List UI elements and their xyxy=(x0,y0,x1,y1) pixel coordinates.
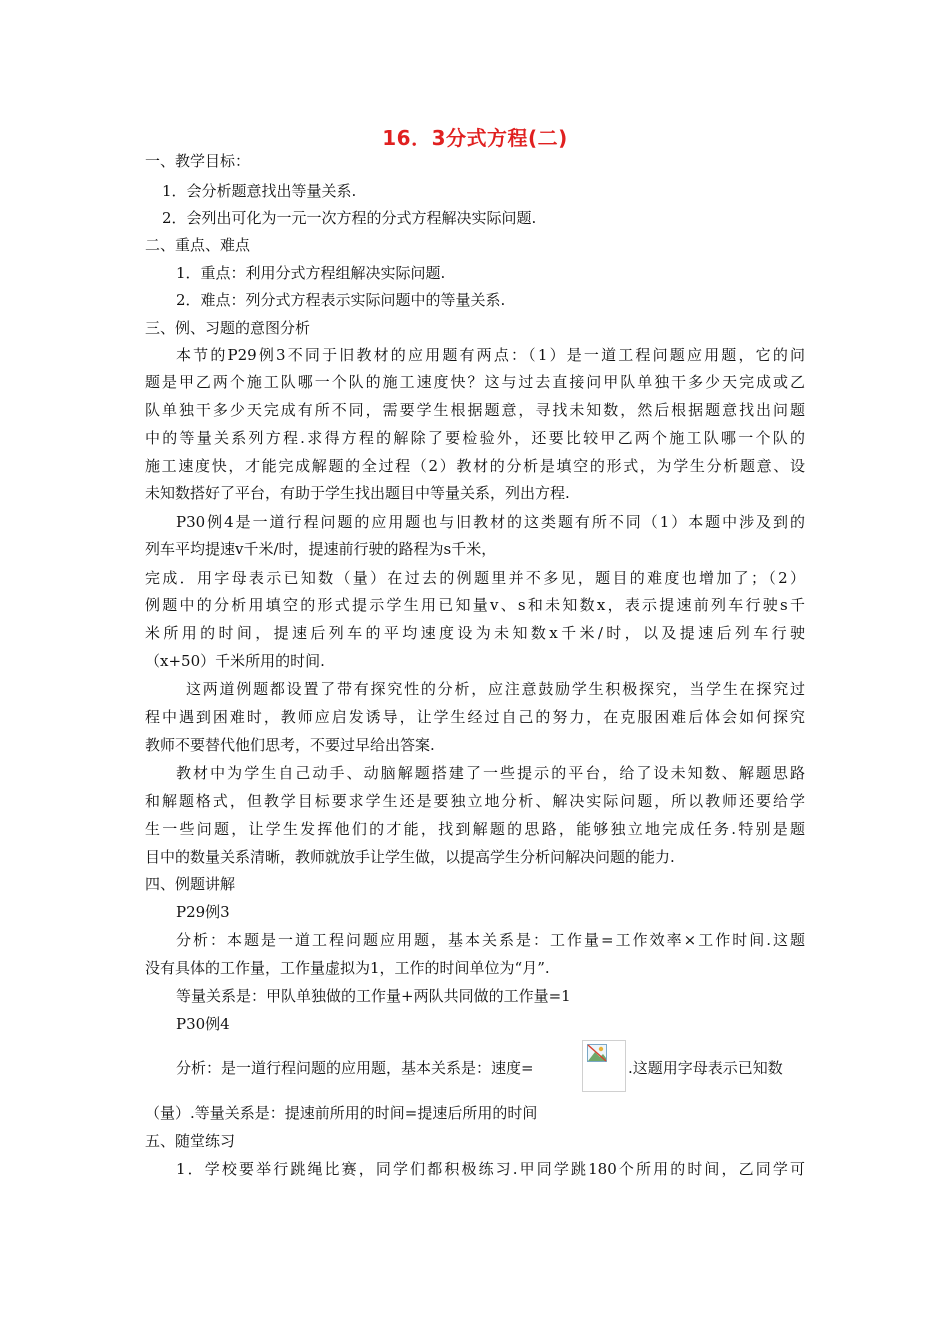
paragraph-line: 生一些问题，让学生发挥他们的才能，找到解题的思路，能够独立地完成任务.特别是题 xyxy=(145,820,805,838)
section-heading-key-points: 二、重点、难点 xyxy=(145,236,251,254)
page-title: 16．3分式方程(二) xyxy=(382,126,568,150)
paragraph-line: 例题中的分析用填空的形式提示学生用已知量v、s和未知数x，表示提速前列车行驶s千 xyxy=(145,596,805,614)
paragraph-line: 本节的P29例3不同于旧教材的应用题有两点：（1）是一道工程问题应用题，它的问 xyxy=(176,346,805,364)
paragraph-line: （量）.等量关系是：提速前所用的时间=提速后所用的时间 xyxy=(145,1104,538,1122)
paragraph-line: （x+50）千米所用的时间. xyxy=(145,652,325,670)
section-heading-objectives: 一、教学目标： xyxy=(145,152,251,170)
paragraph-line: 分析：是一道行程问题的应用题，基本关系是：速度= xyxy=(176,1059,534,1077)
paragraph-line: 教材中为学生自己动手、动脑解题搭建了一些提示的平台，给了设未知数、解题思路 xyxy=(176,764,805,782)
paragraph-line: P30例4是一道行程问题的应用题也与旧教材的这类题有所不同（1）本题中涉及到的 xyxy=(176,513,805,531)
paragraph-line: 分析：本题是一道工程问题应用题，基本关系是：工作量=工作效率×工作时间.这题 xyxy=(176,931,805,949)
paragraph-line: .这题用字母表示已知数 xyxy=(628,1059,783,1077)
paragraph-line: 中的等量关系列方程.求得方程的解除了要检验外，还要比较甲乙两个施工队哪一个队的 xyxy=(145,429,805,447)
section-heading-practice: 五、随堂练习 xyxy=(145,1132,236,1150)
paragraph-line: 和解题格式，但教学目标要求学生还是要独立地分析、解决实际问题，所以教师还要给学 xyxy=(145,792,805,810)
paragraph-line: 施工速度快，才能完成解题的全过程（2）教材的分析是填空的形式，为学生分析题意、设 xyxy=(145,457,805,475)
paragraph-line: 题是甲乙两个施工队哪一个队的施工速度快？这与过去直接问甲队单独干多少天完成或乙 xyxy=(145,373,805,391)
key-point-1: 1．重点：利用分式方程组解决实际问题. xyxy=(176,264,446,282)
paragraph-line: 未知数搭好了平台，有助于学生找出题目中等量关系，列出方程. xyxy=(145,484,570,502)
section-heading-analysis: 三、例、习题的意图分析 xyxy=(145,319,311,337)
paragraph-line: 完成．用字母表示已知数（量）在过去的例题里并不多见，题目的难度也增加了；（2） xyxy=(145,569,805,587)
paragraph-line: 米所用的时间，提速后列车的平均速度设为未知数x千米/时，以及提速后列车行驶 xyxy=(145,624,805,642)
paragraph-line: 这两道例题都设置了带有探究性的分析，应注意鼓励学生积极探究，当学生在探究过 xyxy=(186,680,805,698)
objective-2: 2．会列出可化为一元一次方程的分式方程解决实际问题. xyxy=(162,209,537,227)
example-label-p29: P29例3 xyxy=(176,903,230,921)
paragraph-line: 等量关系是：甲队单独做的工作量+两队共同做的工作量=1 xyxy=(176,987,571,1005)
objective-1: 1．会分析题意找出等量关系. xyxy=(162,182,357,200)
formula-image-placeholder xyxy=(582,1040,626,1092)
paragraph-line: 教师不要替代他们思考，不要过早给出答案. xyxy=(145,736,435,754)
paragraph-line: 列车平均提速v千米/时，提速前行驶的路程为s千米， xyxy=(145,540,497,558)
key-point-2: 2．难点：列分式方程表示实际问题中的等量关系. xyxy=(176,291,506,309)
example-label-p30: P30例4 xyxy=(176,1015,230,1033)
paragraph-line: 队单独干多少天完成有所不同，需要学生根据题意，寻找未知数，然后根据题意找出问题 xyxy=(145,401,805,419)
paragraph-line: 1．学校要举行跳绳比赛，同学们都积极练习.甲同学跳180个所用的时间，乙同学可 xyxy=(176,1160,805,1178)
paragraph-line: 目中的数量关系清晰，教师就放手让学生做，以提高学生分析问解决问题的能力. xyxy=(145,848,675,866)
paragraph-line: 没有具体的工作量，工作量虚拟为1，工作的时间单位为“月”. xyxy=(145,959,550,977)
section-heading-examples: 四、例题讲解 xyxy=(145,875,236,893)
paragraph-line: 程中遇到困难时，教师应启发诱导，让学生经过自己的努力，在克服困难后体会如何探究 xyxy=(145,708,805,726)
broken-image-icon xyxy=(587,1044,607,1062)
